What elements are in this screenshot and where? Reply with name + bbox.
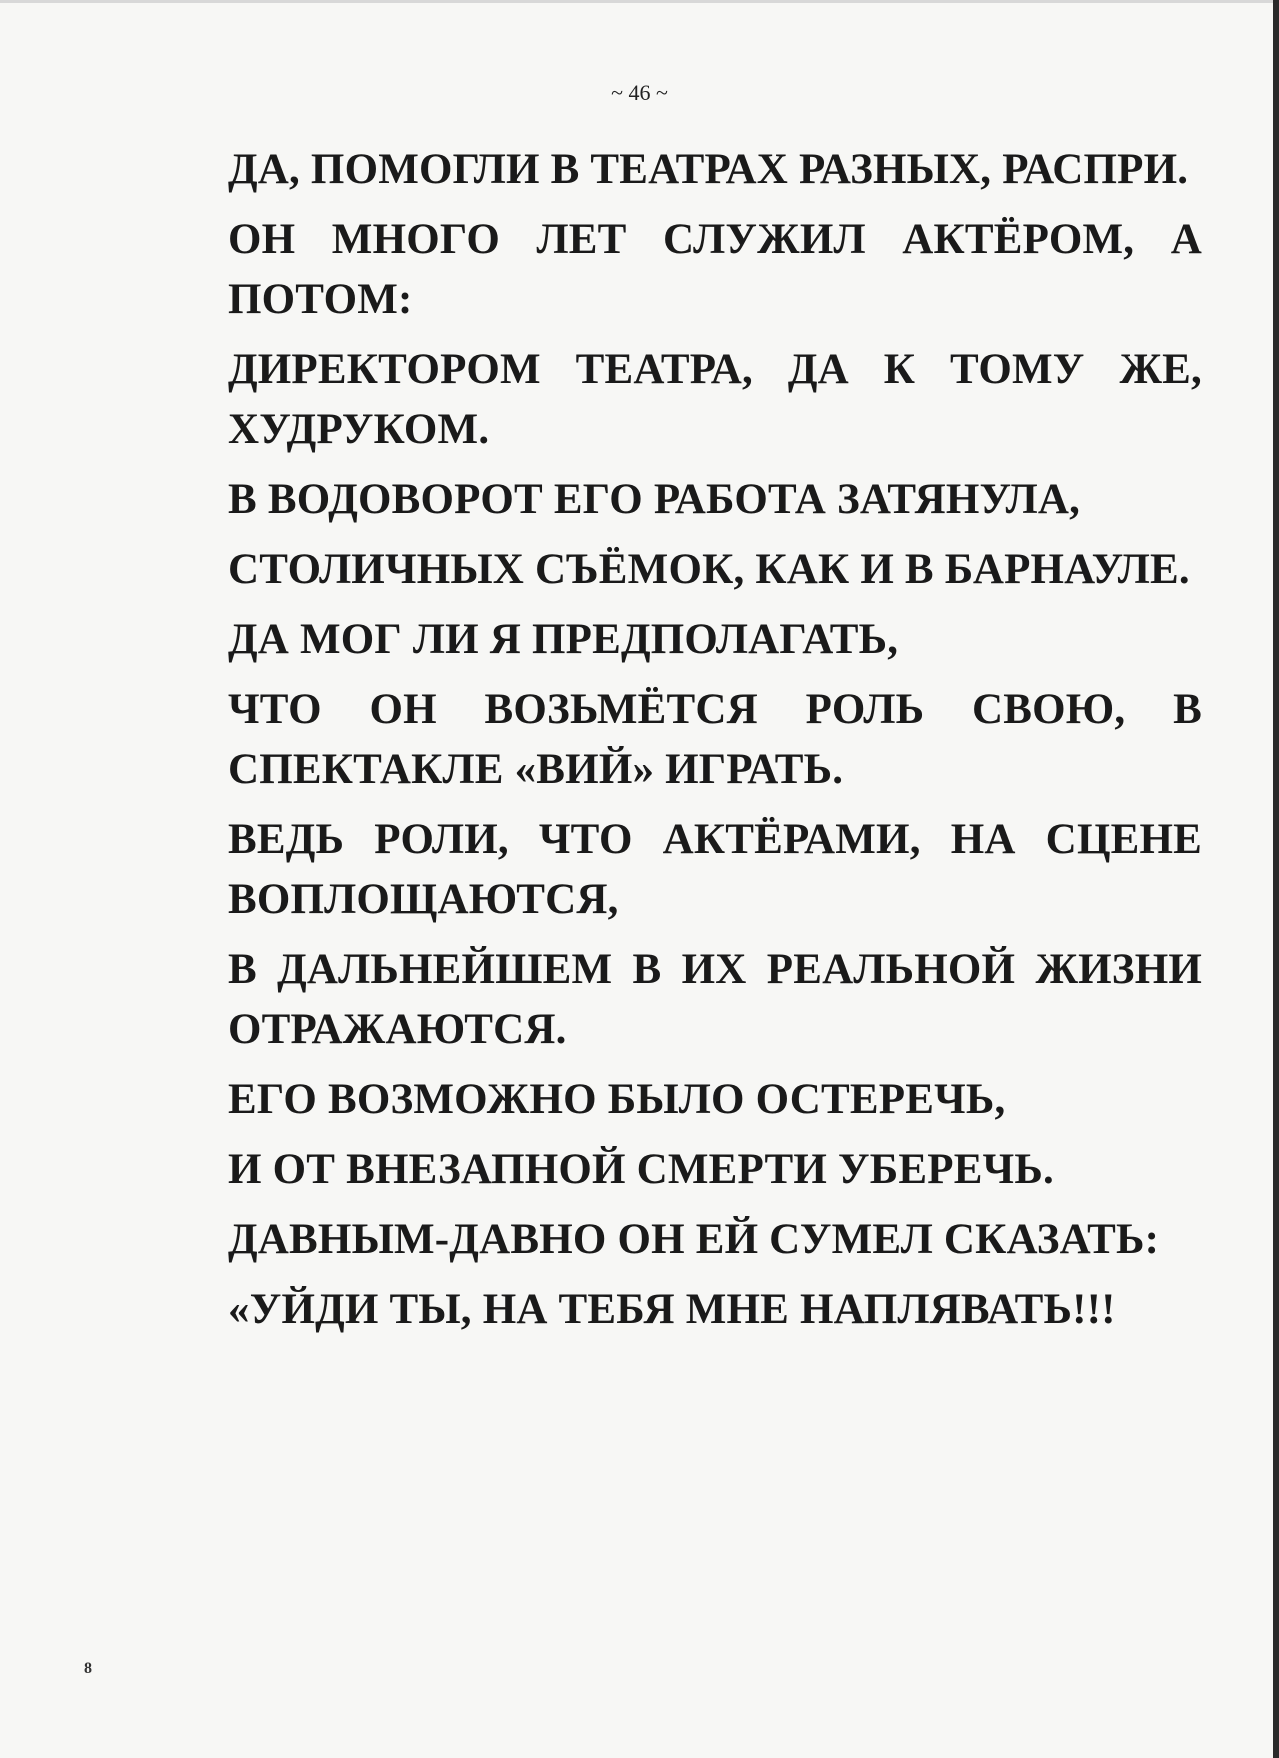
scan-top-edge (0, 0, 1279, 3)
stanza-12: ДАВНЫМ-ДАВНО ОН ЕЙ СУМЕЛ СКАЗАТЬ: (228, 1216, 1160, 1263)
scan-right-edge (1273, 0, 1279, 1758)
stanza-5: СТОЛИЧНЫХ СЪЁМОК, КАК И В БАРНАУЛЕ. (228, 546, 1190, 593)
stanza-8: ВЕДЬ РОЛИ, ЧТО АКТЁРАМИ, НА СЦЕНЕ ВОПЛОЩАЮТСЯ, (228, 816, 1202, 923)
stanza-9: В ДАЛЬНЕЙШЕМ В ИХ РЕАЛЬНОЙ ЖИЗНИ ОТРАЖАЮТСЯ. (228, 946, 1202, 1053)
stanza-13: «УЙДИ ТЫ, НА ТЕБЯ МНЕ НАПЛЯВАТЬ!!! (228, 1286, 1116, 1333)
stanza-4: В ВОДОВОРОТ ЕГО РАБОТА ЗАТЯНУЛА, (228, 476, 1081, 523)
stanza-7: ЧТО ОН ВОЗЬМЁТСЯ РОЛЬ СВОЮ, В СПЕКТАКЛЕ «ВИЙ» ИГРАТЬ. (228, 686, 1202, 793)
stanza-10: ЕГО ВОЗМОЖНО БЫЛО ОСТЕРЕЧЬ, (228, 1076, 1006, 1123)
stanza-11: И ОТ ВНЕЗАПНОЙ СМЕРТИ УБЕРЕЧЬ. (228, 1146, 1054, 1193)
margin-mark: 8 (84, 1660, 92, 1677)
stanza-6: ДА МОГ ЛИ Я ПРЕДПОЛАГАТЬ, (228, 616, 899, 663)
stanza-1: ДА, ПОМОГЛИ В ТЕАТРАХ РАЗНЫХ, РАСПРИ. (228, 146, 1189, 193)
page-number: ~ 46 ~ (611, 80, 668, 105)
stanza-2: ОН МНОГО ЛЕТ СЛУЖИЛ АКТЁРОМ, А ПОТОМ: (228, 216, 1202, 323)
poem-text (228, 140, 1202, 1350)
stanza-3: ДИРЕКТОРОМ ТЕАТРА, ДА К ТОМУ ЖЕ, ХУДРУКОМ. (228, 346, 1202, 453)
